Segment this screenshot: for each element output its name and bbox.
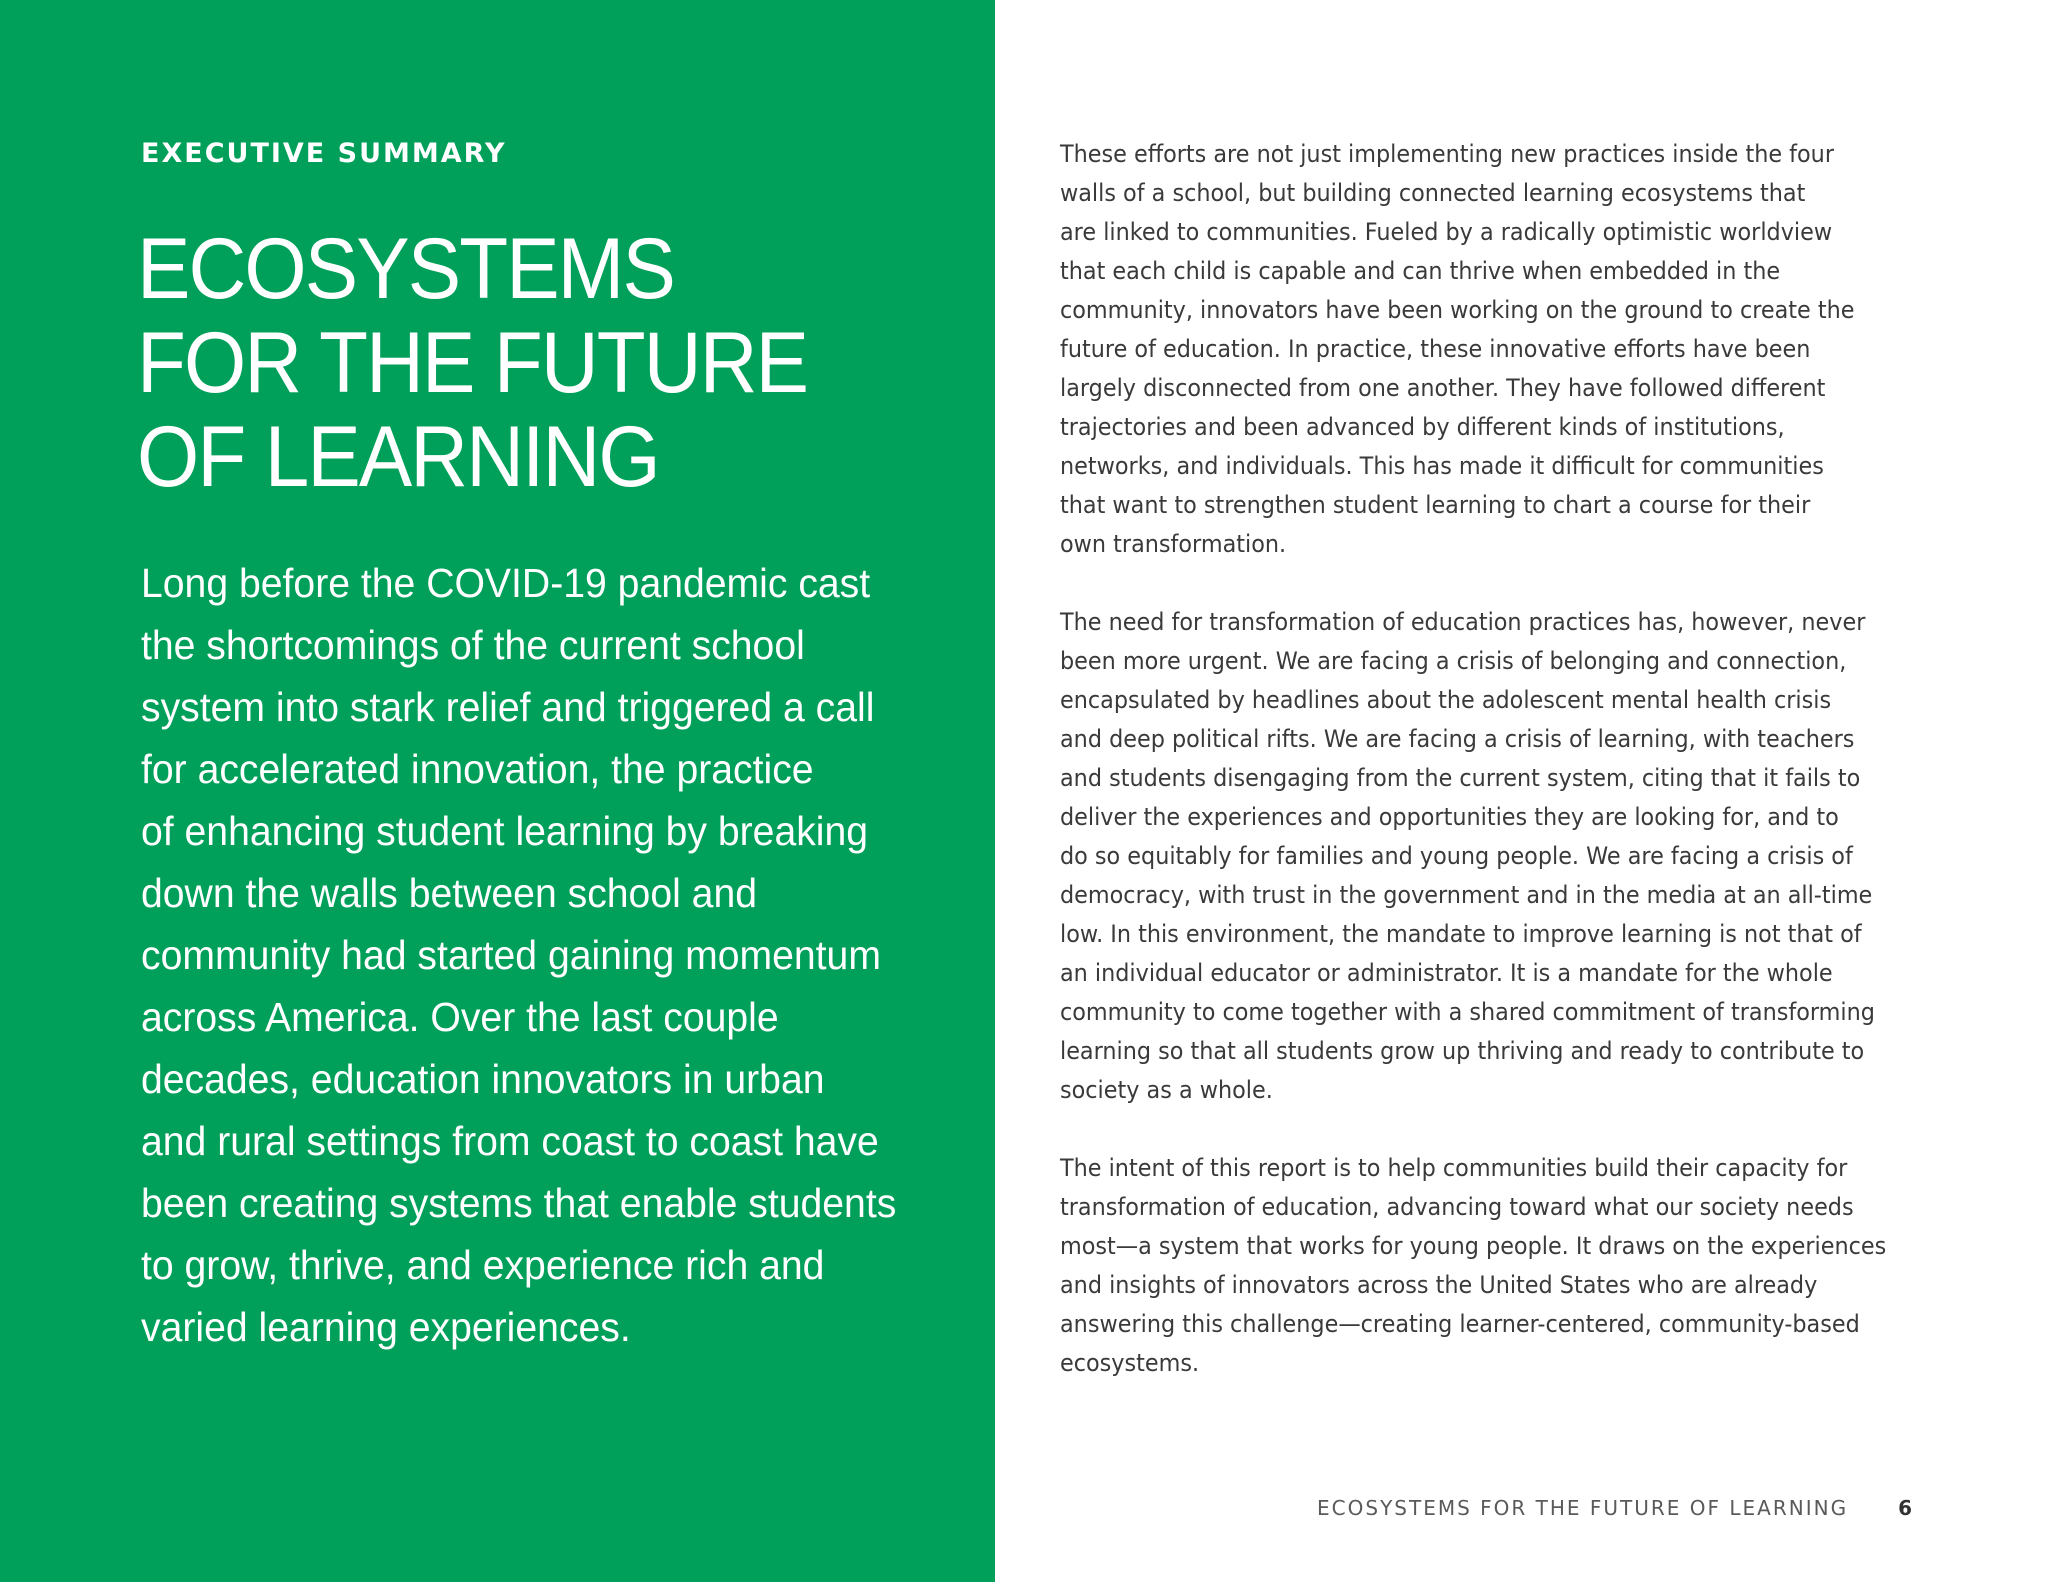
body-line: ecosystems. <box>1060 1349 1200 1377</box>
intro-line: across America. Over the last couple <box>141 994 779 1040</box>
body-line: do so equitably for families and young people. We are facing a crisis of <box>1060 842 1853 870</box>
intro-paragraph <box>141 552 956 1358</box>
body-line: and insights of innovators across the United States who are already <box>1060 1271 1818 1299</box>
body-line: future of education. In practice, these innovative efforts have been <box>1060 335 1811 363</box>
page-number: 6 <box>1898 1496 1912 1520</box>
body-line: The intent of this report is to help communities build their capacity for <box>1060 1154 1848 1182</box>
body-line: and deep political rifts. We are facing a crisis of learning, with teachers <box>1060 725 1855 753</box>
body-line: networks, and individuals. This has made it difficult for communities <box>1060 452 1824 480</box>
intro-line: the shortcomings of the current school <box>141 622 805 668</box>
intro-line: to grow, thrive, and experience rich and <box>141 1242 825 1288</box>
section-label: EXECUTIVE SUMMARY <box>141 138 507 169</box>
intro-line: of enhancing student learning by breaking <box>141 808 869 854</box>
page-footer <box>1317 1493 1912 1523</box>
body-line: that each child is capable and can thrive when embedded in the <box>1060 257 1781 285</box>
body-line: most—a system that works for young people. It draws on the experiences <box>1060 1232 1887 1260</box>
body-line: learning so that all students grow up thriving and ready to contribute to <box>1060 1037 1865 1065</box>
body-line: walls of a school, but building connected learning ecosystems that <box>1060 179 1806 207</box>
body-line: community, innovators have been working on the ground to create the <box>1060 296 1855 324</box>
page-title <box>137 222 900 504</box>
body-line: society as a whole. <box>1060 1076 1273 1104</box>
intro-line: and rural settings from coast to coast have <box>141 1118 879 1164</box>
body-line: and students disengaging from the current system, citing that it fails to <box>1060 764 1861 792</box>
body-line: These efforts are not just implementing new practices inside the four <box>1060 140 1835 168</box>
intro-line: community had started gaining momentum <box>141 932 881 978</box>
intro-line: Long before the COVID-19 pandemic cast <box>141 560 871 606</box>
running-title: ECOSYSTEMS FOR THE FUTURE OF LEARNING <box>1317 1496 1849 1520</box>
green-panel <box>0 0 995 1582</box>
body-line: largely disconnected from one another. They have followed different <box>1060 374 1826 402</box>
body-line: democracy, with trust in the government and in the media at an all-time <box>1060 881 1873 909</box>
intro-line: decades, education innovators in urban <box>141 1056 825 1102</box>
body-line: been more urgent. We are facing a crisis of belonging and connection, <box>1060 647 1847 675</box>
body-line: answering this challenge—creating learner-centered, community-based <box>1060 1310 1860 1338</box>
body-line: trajectories and been advanced by different kinds of institutions, <box>1060 413 1785 441</box>
title-line: ECOSYSTEMS <box>137 221 674 317</box>
body-line: that want to strengthen student learning to chart a course for their <box>1060 491 1811 519</box>
body-line: are linked to communities. Fueled by a radically optimistic worldview <box>1060 218 1833 246</box>
body-line: low. In this environment, the mandate to improve learning is not that of <box>1060 920 1862 948</box>
title-line: FOR THE FUTURE <box>137 315 808 411</box>
body-line: encapsulated by headlines about the adolescent mental health crisis <box>1060 686 1832 714</box>
body-line: transformation of education, advancing toward what our society needs <box>1060 1193 1854 1221</box>
intro-line: down the walls between school and <box>141 870 758 916</box>
body-line: community to come together with a shared commitment of transforming <box>1060 998 1875 1026</box>
body-line: own transformation. <box>1060 530 1287 558</box>
body-line: an individual educator or administrator. It is a mandate for the whole <box>1060 959 1833 987</box>
intro-line: for accelerated innovation, the practice <box>141 746 814 792</box>
body-paragraph <box>1060 135 1960 564</box>
body-text <box>1060 135 1960 1422</box>
title-line: OF LEARNING <box>137 409 659 505</box>
intro-line: been creating systems that enable students <box>141 1180 897 1226</box>
body-paragraph <box>1060 603 1960 1110</box>
body-line: The need for transformation of education practices has, however, never <box>1060 608 1866 636</box>
intro-line: varied learning experiences. <box>141 1304 631 1350</box>
body-paragraph <box>1060 1149 1960 1383</box>
intro-line: system into stark relief and triggered a call <box>141 684 875 730</box>
body-line: deliver the experiences and opportunities they are looking for, and to <box>1060 803 1839 831</box>
